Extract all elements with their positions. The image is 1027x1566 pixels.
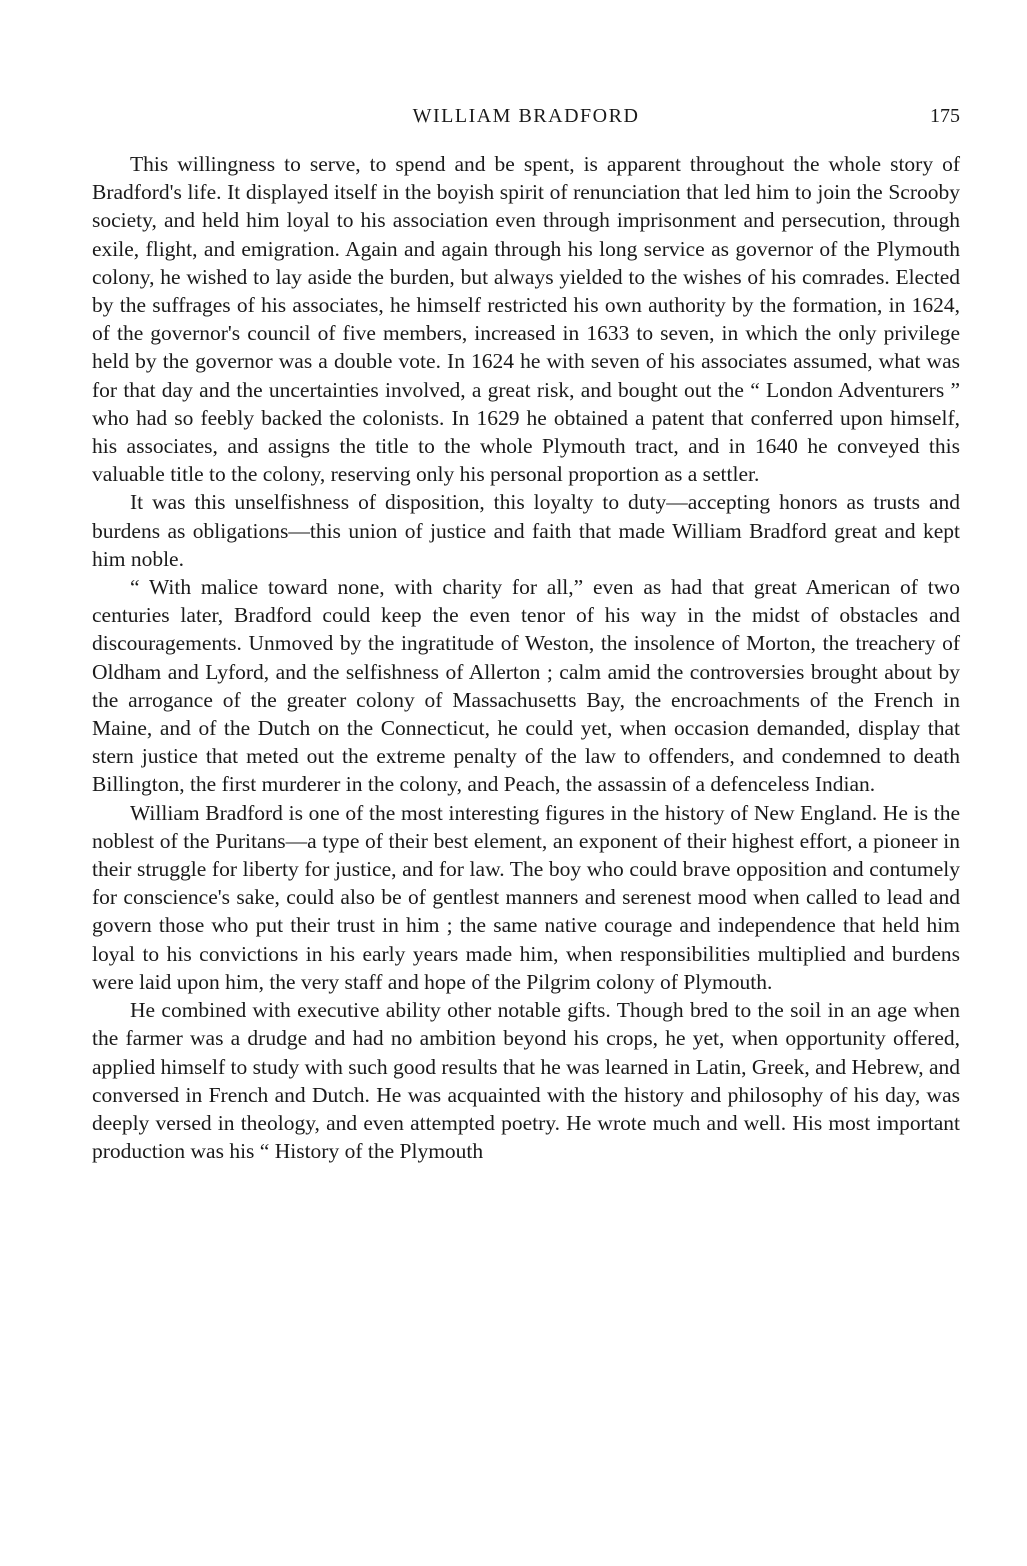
paragraph-executive-ability: He combined with executive ability other notable gifts. Though bred to the soil in an age when the farmer was a drudge and had no ambition beyond his crops, he yet, when opportunity offered, applied himself to study with such good results that he was learned in Latin, Greek, and Hebrew, and conversed in French and Dutch. He was acquainted with the history and philosophy of his day, was deeply versed in theology, and even attempted poetry. He wrote much and well. His most important production was his “ History of the Plymouth <box>92 998 960 1164</box>
paragraph-willingness-to-serve: This willingness to serve, to spend and be spent, is apparent throughout the whole story of Bradford's life. It displayed itself in the boyish spirit of renunciation that led him to join the Scrooby society, and held him loyal to his association even through imprisonment and persecution, through exile, flight, and emigration. Again and again through his long service as governor of the Plymouth colony, he wished to lay aside the burden, but always yielded to the wishes of his comrades. Elected by the suffrages of his associates, he himself restricted his own authority by the formation, in 1624, of the governor's council of five members, increased in 1633 to seven, in which the only privilege held by the governor was a double vote. In 1624 he with seven of his associates assumed, what was for that day and the uncertainties involved, a great risk, and bought out the “ London Adventurers ” who had so feebly backed the colonists. In 1629 he obtained a patent that conferred upon himself, his associates, and assigns the title to the whole Plymouth tract, and in 1640 he conveyed this valuable title to the colony, reserving only his personal proportion as a settler. <box>92 152 960 487</box>
paragraph-unselfishness: It was this unselfishness of disposition, this loyalty to duty—accepting honors as trusts and burdens as obligations—this union of justice and faith that made William Bradford great and kept him noble. <box>92 490 960 571</box>
paragraph-with-malice-toward-none: “ With malice toward none, with charity for all,” even as had that great American of two centuries later, Bradford could keep the even tenor of his way in the midst of obstacles and discouragements. Unmoved by the ingratitude of Weston, the insolence of Morton, the treachery of Oldham and Lyford, and the selfishness of Allerton ; calm amid the controversies brought about by the arrogance of the greater colony of Massachusetts Bay, the encroachments of the French in Maine, and of the Dutch on the Connecticut, he could yet, when occasion demanded, display that stern justice that meted out the extreme penalty of the law to offenders, and condemned to death Billington, the first murderer in the colony, and Peach, the assassin of a defenceless Indian. <box>92 575 960 797</box>
body-text <box>92 150 960 1165</box>
running-head <box>92 103 960 133</box>
paragraph-interesting-figures: William Bradford is one of the most interesting figures in the history of New England. He is the noblest of the Puritans—a type of their best element, an exponent of their highest effort, a pioneer in their struggle for liberty for justice, and for law. The boy who could brave opposition and contumely for conscience's sake, could also be of gentlest manners and serenest mood when called to lead and govern those who put their trust in him ; the same native courage and independence that held him loyal to his convictions in his early years made him, when responsibilities multiplied and burdens were laid upon him, the very staff and hope of the Pilgrim colony of Plymouth. <box>92 800 960 994</box>
page-number: 175 <box>930 105 960 127</box>
running-title: WILLIAM BRADFORD <box>412 105 640 127</box>
